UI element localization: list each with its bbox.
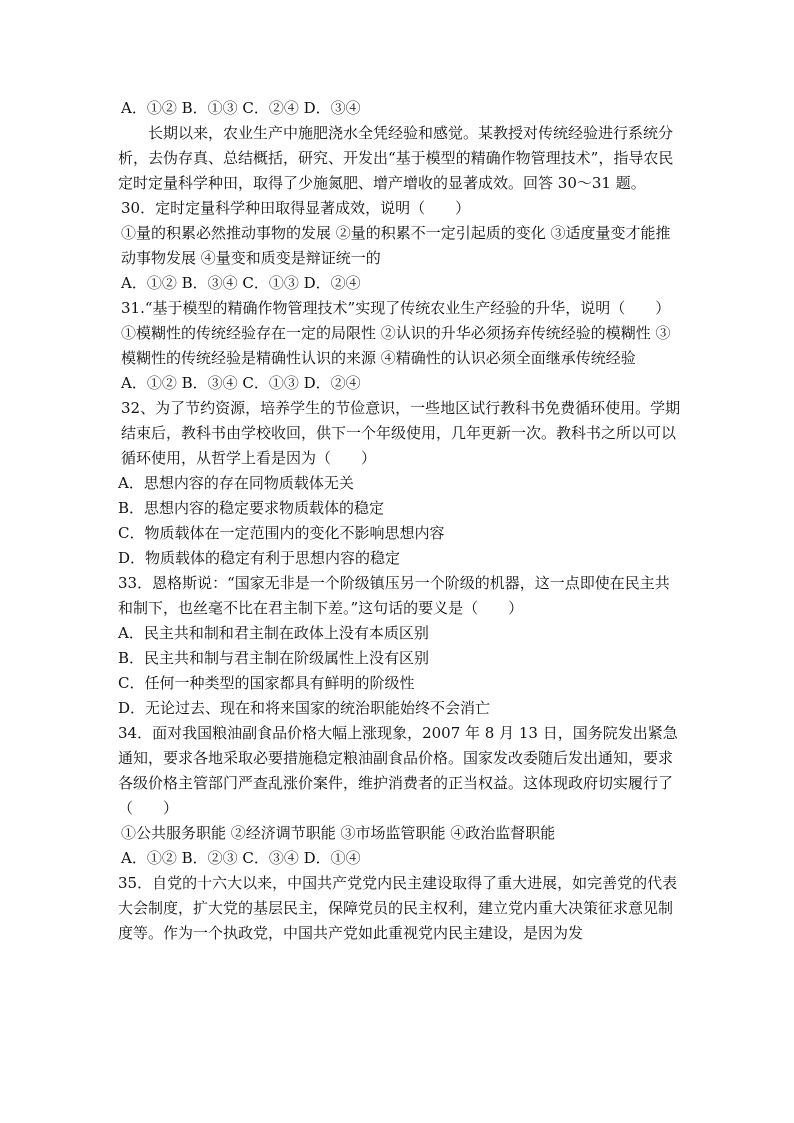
question-stem: 35．自党的十六大以来，中国共产党党内民主建设取得了重大进展，如完善党的代表大会制度，扩大党的基层民主，保障党员的民主权利，建立党内重大决策征求意见制度等。作为一个执政党，中国共产党如此重视党内民主建设，是因为发 (118, 874, 678, 942)
question-stem: 31.“基于模型的精确作物管理技术”实现了传统农业生产经验的升华，说明（ ） (121, 299, 671, 317)
question-statements: ①量的积累必然推动事物的发展 ②量的积累不一定引起质的变化 ③适度量变才能推动事物发展 ④量变和质变是辩证统一的 (121, 224, 671, 267)
question-31 (118, 296, 684, 396)
question-30 (118, 196, 684, 296)
choice-a: A．民主共和制和君主制在政体上没有本质区别 (118, 624, 429, 642)
option-row: A．①② B．②③ C．③④ D．①④ (121, 849, 361, 867)
choice-b: B．民主共和制与君主制在阶级属性上没有区别 (118, 649, 430, 667)
question-stem: 30．定时定量科学种田取得显著成效，说明（ ） (121, 199, 471, 217)
option-row: A．①② B．①③ C．②④ D．③④ (121, 99, 361, 117)
choice-c: C．物质载体在一定范围内的变化不影响思想内容 (118, 524, 445, 542)
question-35 (118, 871, 684, 946)
question-33 (118, 571, 684, 721)
question-stem: 33．恩格斯说：“国家无非是一个阶级镇压另一个阶级的机器，这一点即使在民主共和制下，也丝毫不比在君主制下差。”这句话的要义是（ ） (118, 574, 670, 617)
question-stem: 32、为了节约资源，培养学生的节俭意识，一些地区试行教科书免费循环使用。学期结束后，教科书由学校收回，供下一个年级使用，几年更新一次。教科书之所以可以循环使用，从哲学上看是因为（ ） (121, 399, 681, 467)
intro-passage: 长期以来，农业生产中施肥浇水全凭经验和感觉。某教授对传统经验进行系统分析，去伪存真、总结概括，研究、开发出“基于模型的精确作物管理技术”，指导农民定时定量科学种田，取得了少施氮肥、增产增收的显著成效。回答 30～31 题。 (118, 124, 674, 192)
question-statements: ①模糊性的传统经验存在一定的局限性 ②认识的升华必须扬弃传统经验的模糊性 ③模糊性的传统经验是精确性认识的来源 ④精确性的认识必须全面继承传统经验 (121, 324, 671, 367)
choice-d: D．无论过去、现在和将来国家的统治职能始终不会消亡 (118, 699, 491, 717)
question-32 (118, 396, 684, 571)
choice-a: A．思想内容的存在同物质载体无关 (118, 474, 354, 492)
choice-c: C．任何一种类型的国家都具有鲜明的阶级性 (118, 674, 415, 692)
exam-page (118, 96, 684, 946)
question-34 (118, 721, 684, 871)
choice-b: B．思想内容的稳定要求物质载体的稳定 (118, 499, 385, 517)
choice-d: D．物质载体的稳定有利于思想内容的稳定 (118, 549, 401, 567)
option-row: A．①② B．③④ C．①③ D．②④ (121, 274, 361, 292)
option-row: A．①② B．③④ C．①③ D．②④ (121, 374, 361, 392)
question-statements: ①公共服务职能 ②经济调节职能 ③市场监管职能 ④政治监督职能 (121, 824, 556, 842)
question-stem: 34．面对我国粮油副食品价格大幅上涨现象，2007 年 8 月 13 日，国务院发出紧急通知，要求各地采取必要措施稳定粮油副食品价格。国家发改委随后发出通知，要求各级价格主管部门严查乱涨价案件，维护消费者的正当权益。这体现政府切实履行了（ ） (118, 724, 678, 817)
